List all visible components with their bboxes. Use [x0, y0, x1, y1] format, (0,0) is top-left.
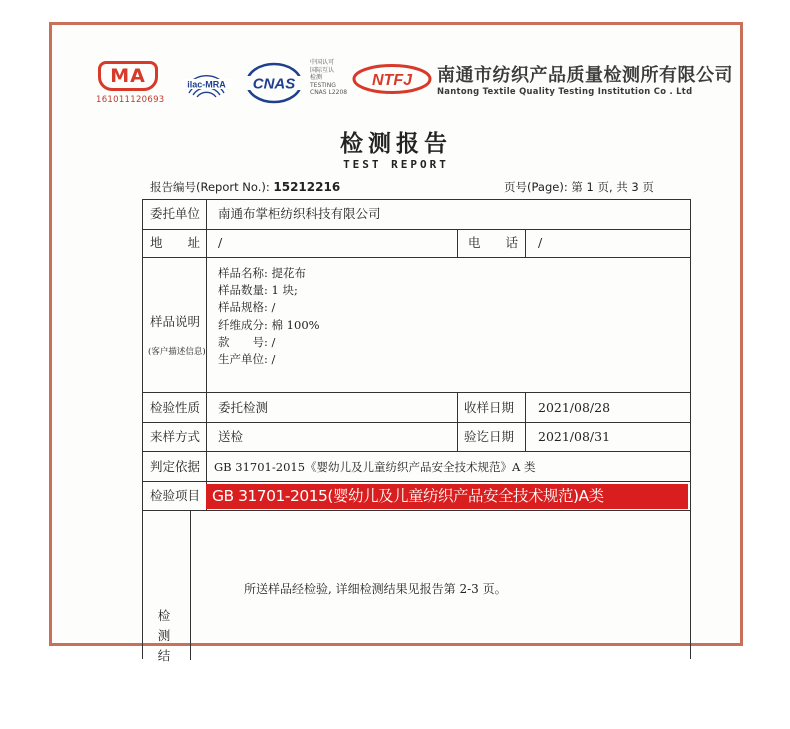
table-border — [690, 199, 691, 659]
report-number-value: 15212216 — [273, 180, 341, 194]
report-table — [142, 199, 690, 663]
table-divider — [142, 392, 690, 393]
cma-logo — [96, 61, 165, 113]
conclusion-label-char: 检 — [157, 608, 171, 623]
test-report-document — [52, 25, 740, 663]
address-label: 地 址 — [150, 235, 201, 250]
report-number-label: 报告编号(Report No.): — [150, 180, 270, 194]
report-number — [150, 179, 340, 195]
table-divider — [142, 257, 690, 258]
report-title-en: TEST REPORT — [343, 158, 449, 171]
method-label: 来样方式 — [150, 429, 201, 444]
cnas-logo — [242, 61, 307, 105]
sample-detail-line: 样品数量: 1 块; — [218, 283, 298, 298]
table-divider — [142, 229, 690, 230]
sample-detail-line: 款 号: / — [218, 334, 276, 349]
table-divider — [142, 451, 690, 452]
received-date-value: 2021/08/28 — [538, 400, 611, 415]
sample-details — [218, 265, 320, 368]
table-divider — [525, 229, 526, 257]
table-divider — [206, 199, 207, 510]
ilac-mark: ilac-MRA — [187, 79, 226, 90]
items-value-highlight: GB 31701-2015(婴幼儿及儿童纺织产品安全技术规范)A类 — [206, 484, 688, 509]
items-label: 检验项目 — [150, 488, 201, 503]
conclusion-label-char: 测 — [157, 628, 171, 643]
institution-name-cn: 南通市纺织产品质量检测所有限公司 — [437, 65, 733, 86]
table-divider — [457, 392, 458, 451]
cnas-side-line: 中国认可 — [310, 59, 335, 66]
basis-label: 判定依据 — [150, 459, 201, 474]
table-divider — [142, 481, 690, 482]
sample-detail-line: 样品名称: 提花布 — [218, 266, 307, 280]
cnas-side-line: 国际互认 — [310, 66, 335, 74]
nature-value: 委托检测 — [218, 400, 269, 415]
cnas-side-line: 检测 — [310, 74, 323, 81]
basis-value: GB 31701-2015《婴幼儿及儿童纺织产品安全技术规范》A 类 — [214, 460, 536, 474]
sample-detail-line: 纤维成分: 棉 100% — [218, 317, 320, 332]
address-value: / — [218, 235, 223, 250]
ilac-mra-logo — [179, 59, 234, 105]
table-divider — [142, 510, 690, 511]
conclusion-label-char: 结 — [157, 648, 171, 663]
ntfj-logo — [352, 64, 432, 94]
table-border — [142, 199, 690, 200]
sample-detail-line: 样品规格: / — [218, 300, 276, 315]
client-value: 南通布掌柜纺织科技有限公司 — [218, 206, 381, 221]
table-border — [142, 199, 143, 659]
conclusion-text: 所送样品经检验, 详细检测结果见报告第 2-3 页。 — [244, 582, 507, 596]
finish-date-label: 验讫日期 — [464, 429, 515, 444]
table-divider — [457, 229, 458, 257]
finish-date-value: 2021/08/31 — [538, 429, 611, 444]
phone-value: / — [538, 235, 543, 250]
method-value: 送检 — [218, 429, 244, 444]
cnas-side-line: CNAS L2208 — [310, 89, 348, 96]
table-divider — [142, 422, 690, 423]
received-date-label: 收样日期 — [464, 400, 515, 415]
conclusion-label — [154, 606, 174, 666]
ntfj-mark: NTFJ — [372, 72, 412, 89]
cnas-mark: CNAS — [252, 75, 296, 93]
nature-label: 检验性质 — [150, 400, 201, 415]
client-label: 委托单位 — [150, 206, 201, 221]
report-frame — [49, 22, 743, 663]
sample-label: 样品说明 — [150, 314, 201, 329]
table-divider — [525, 392, 526, 451]
sample-sublabel: (客户描述信息) — [148, 347, 206, 357]
cma-code: 161011120693 — [96, 95, 165, 105]
phone-label: 电 话 — [468, 235, 519, 250]
report-title-cn: 检测报告 — [340, 131, 452, 157]
table-divider — [190, 510, 191, 660]
cma-mark: MA — [98, 61, 158, 91]
sample-detail-line: 生产单位: / — [218, 352, 276, 367]
institution-name-en: Nantong Textile Quality Testing Institution Co . Ltd — [437, 86, 693, 96]
page-number: 页号(Page): 第 1 页, 共 3 页 — [504, 180, 654, 194]
cnas-side-line: TESTING — [310, 81, 336, 89]
